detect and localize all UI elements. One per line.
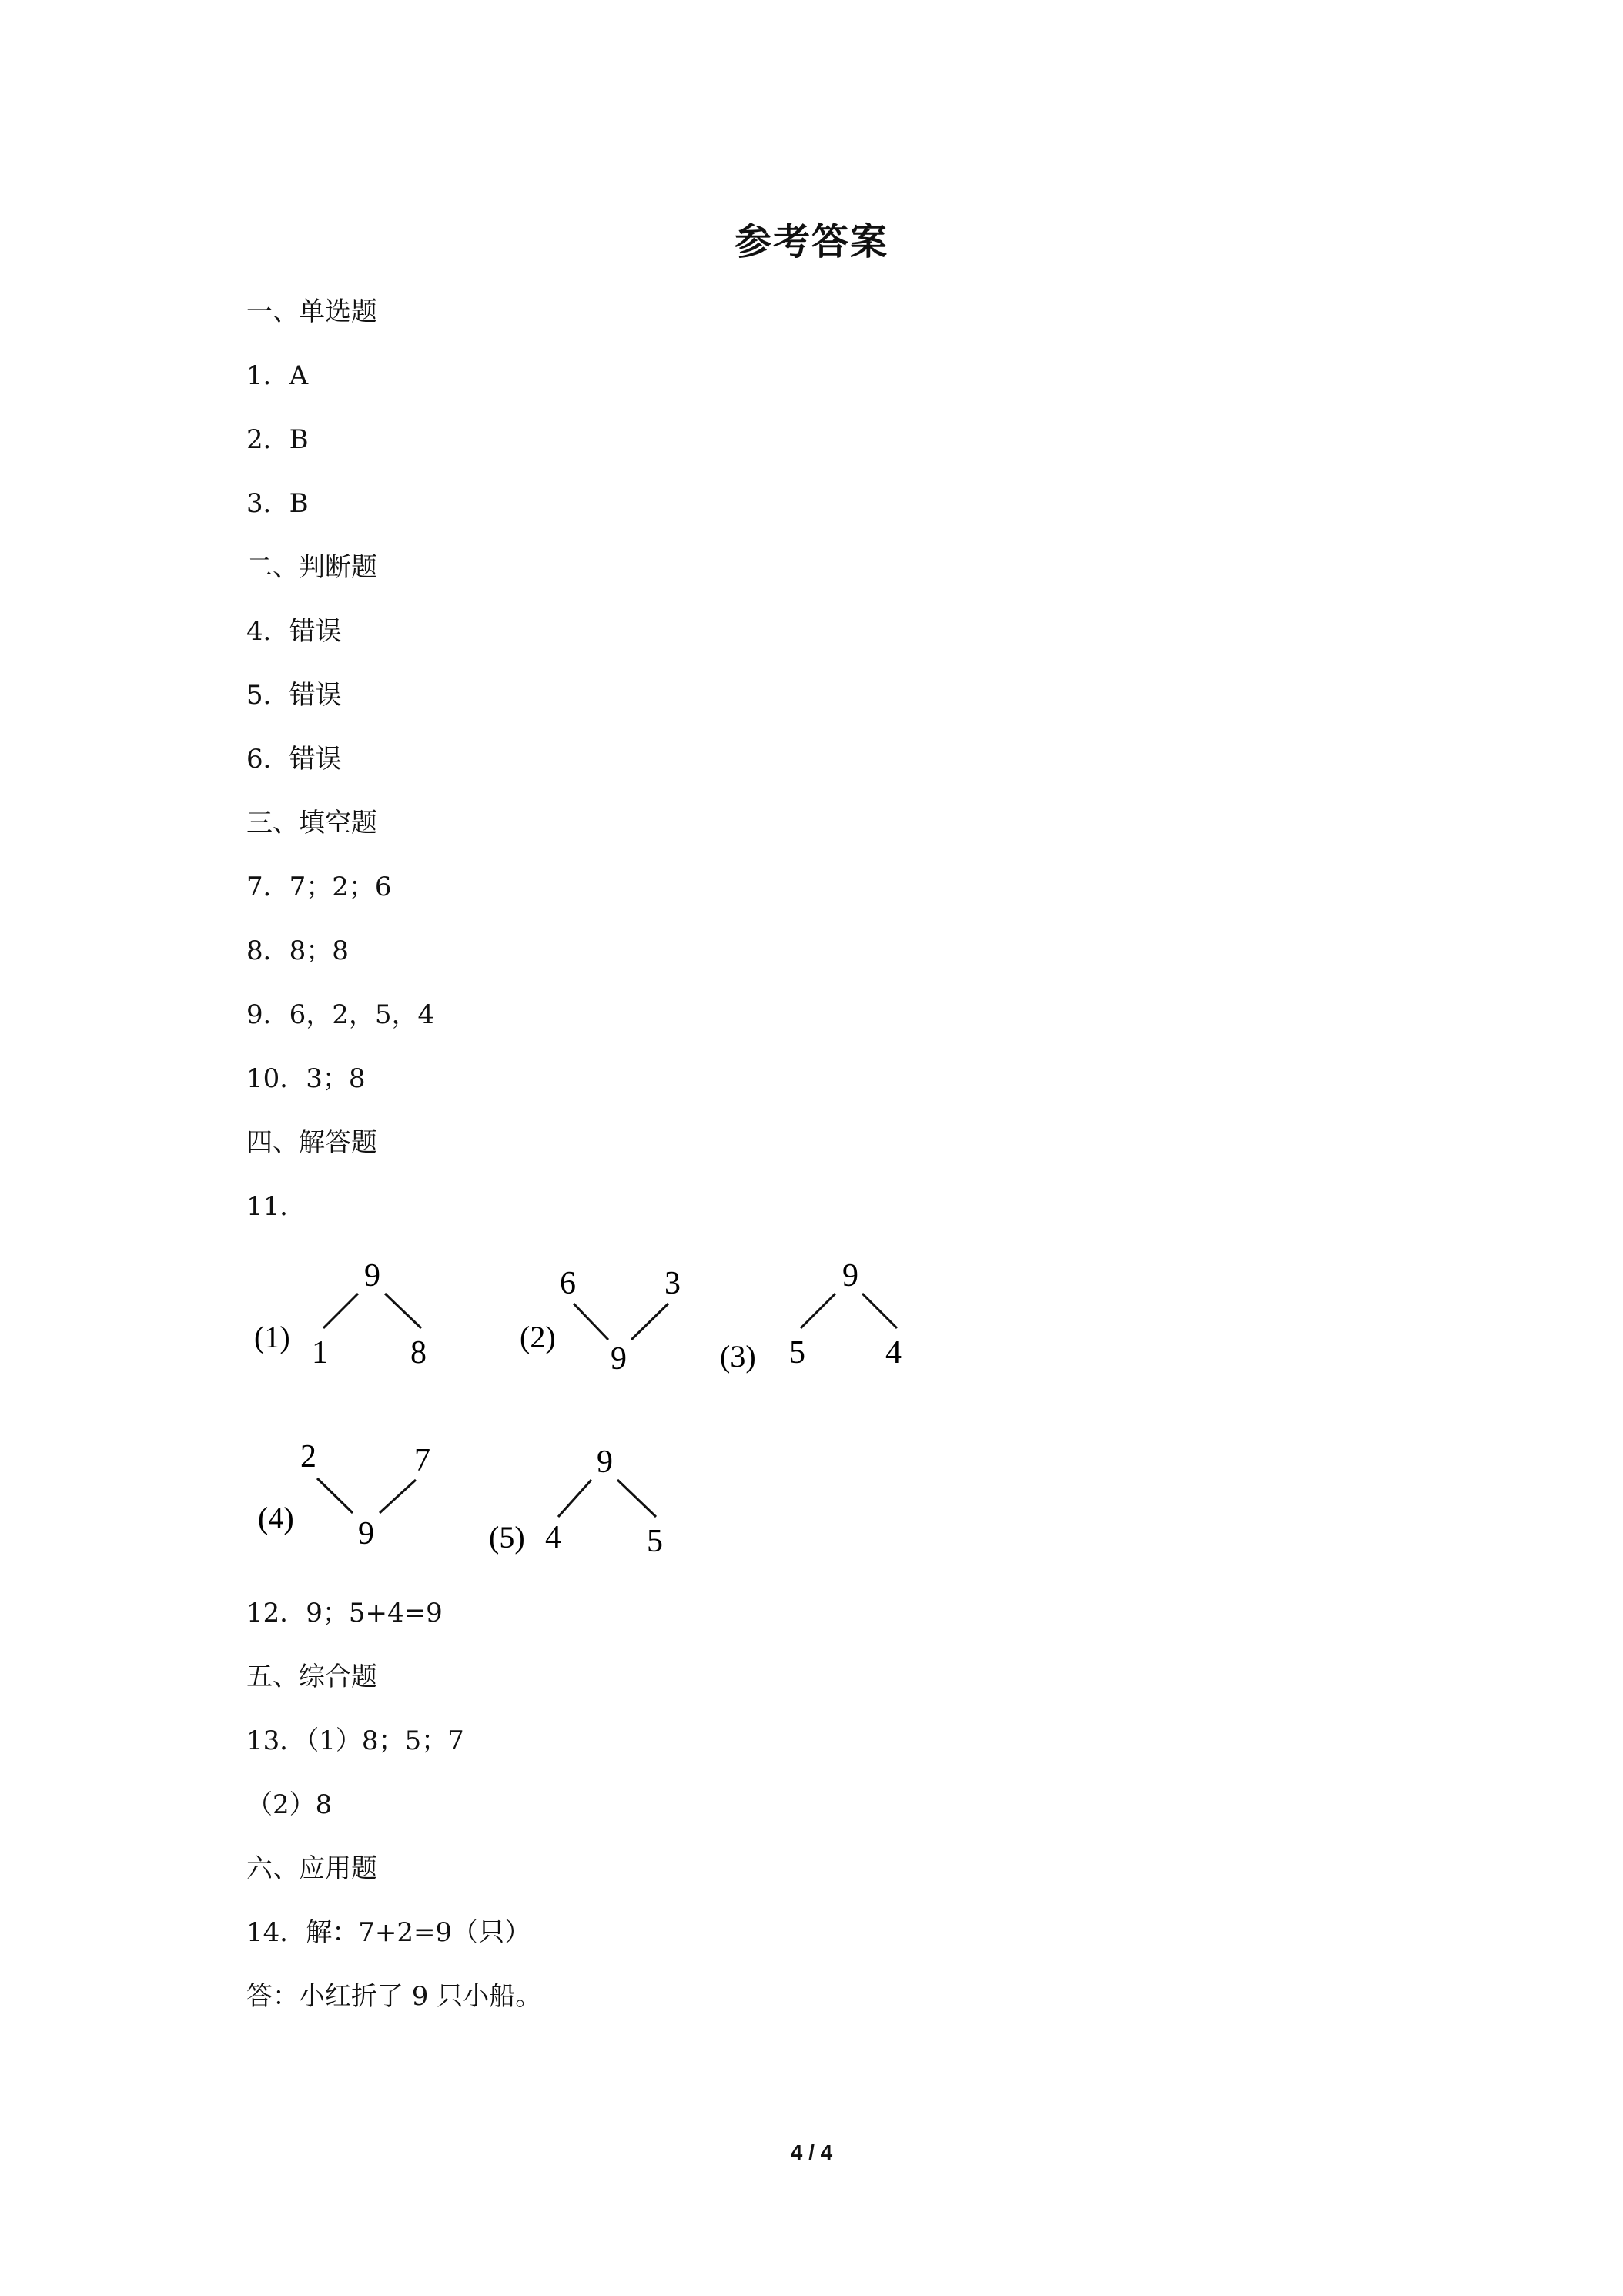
answer-line-4: 4．错误 — [246, 616, 342, 647]
answer-line-3: 3．B — [246, 488, 309, 519]
page-title: 参考答案 — [734, 220, 888, 263]
number-bond-2 — [516, 1251, 716, 1382]
bond-bottom-number: 9 — [611, 1341, 627, 1377]
bond-top-number: 9 — [842, 1258, 858, 1294]
section-heading-single-choice: 一、单选题 — [246, 296, 377, 327]
answer-line-12: 12．9；5+4=9 — [246, 1598, 443, 1628]
number-bond-1 — [250, 1251, 450, 1382]
bond-left-number: 5 — [789, 1335, 805, 1371]
bond-left-number: 4 — [545, 1520, 561, 1555]
bond-right-number: 8 — [410, 1335, 427, 1371]
answer-line-2: 2．B — [246, 424, 309, 455]
bond-top-left-number: 6 — [560, 1266, 576, 1301]
bond-left-branch — [317, 1478, 353, 1513]
bond-left-branch — [574, 1304, 608, 1340]
answer-line-14: 14．解：7+2=9（只） — [246, 1917, 531, 1948]
bond-bottom-number: 9 — [358, 1516, 374, 1551]
answer-line-13-part-2: （2）8 — [246, 1789, 333, 1820]
bond-right-branch — [862, 1294, 897, 1328]
answer-line-13: 13．（1）8；5；7 — [246, 1725, 464, 1756]
answer-line-5: 5．错误 — [246, 680, 342, 711]
number-bond-3 — [716, 1251, 924, 1382]
bond-left-branch — [323, 1294, 358, 1328]
number-bond-4 — [254, 1432, 454, 1563]
bond-label: (2) — [520, 1320, 556, 1354]
answer-line-8: 8．8；8 — [246, 935, 349, 966]
bond-label: (5) — [489, 1520, 525, 1555]
bond-left-number: 1 — [312, 1335, 328, 1371]
bond-top-left-number: 2 — [300, 1439, 316, 1474]
bond-label: (3) — [720, 1339, 756, 1374]
bond-top-number: 9 — [597, 1444, 613, 1480]
bond-right-number: 4 — [885, 1335, 902, 1371]
section-heading-solve: 四、解答题 — [246, 1127, 377, 1158]
answer-line-9: 9．6，2，5，4 — [246, 999, 435, 1030]
bond-right-branch — [617, 1480, 656, 1517]
section-heading-fill-in: 三、填空题 — [246, 808, 377, 838]
bond-label: (1) — [254, 1320, 290, 1354]
answer-line-6: 6．错误 — [246, 744, 342, 775]
number-bond-5 — [485, 1432, 693, 1563]
section-heading-true-false: 二、判断题 — [246, 552, 377, 583]
bond-top-number: 9 — [364, 1258, 380, 1294]
page-number: 4 / 4 — [790, 2140, 833, 2164]
bond-label: (4) — [258, 1501, 294, 1535]
answer-line-14-conclusion: 答：小红折了 9 只小船。 — [246, 1981, 542, 2012]
section-heading-application: 六、应用题 — [246, 1853, 377, 1884]
bond-right-branch — [380, 1480, 416, 1513]
section-heading-comprehensive: 五、综合题 — [246, 1662, 377, 1692]
bond-right-branch — [631, 1304, 668, 1340]
bond-right-number: 5 — [647, 1524, 663, 1559]
bond-left-branch — [558, 1480, 591, 1517]
answer-line-1: 1．A — [246, 360, 309, 391]
answer-line-7: 7．7；2；6 — [246, 872, 392, 902]
answer-line-10: 10．3；8 — [246, 1063, 366, 1094]
bond-top-right-number: 7 — [414, 1443, 430, 1478]
bond-right-branch — [385, 1294, 421, 1328]
bond-left-branch — [801, 1294, 835, 1328]
answer-line-11: 11． — [246, 1191, 306, 1222]
bond-top-right-number: 3 — [664, 1266, 681, 1301]
